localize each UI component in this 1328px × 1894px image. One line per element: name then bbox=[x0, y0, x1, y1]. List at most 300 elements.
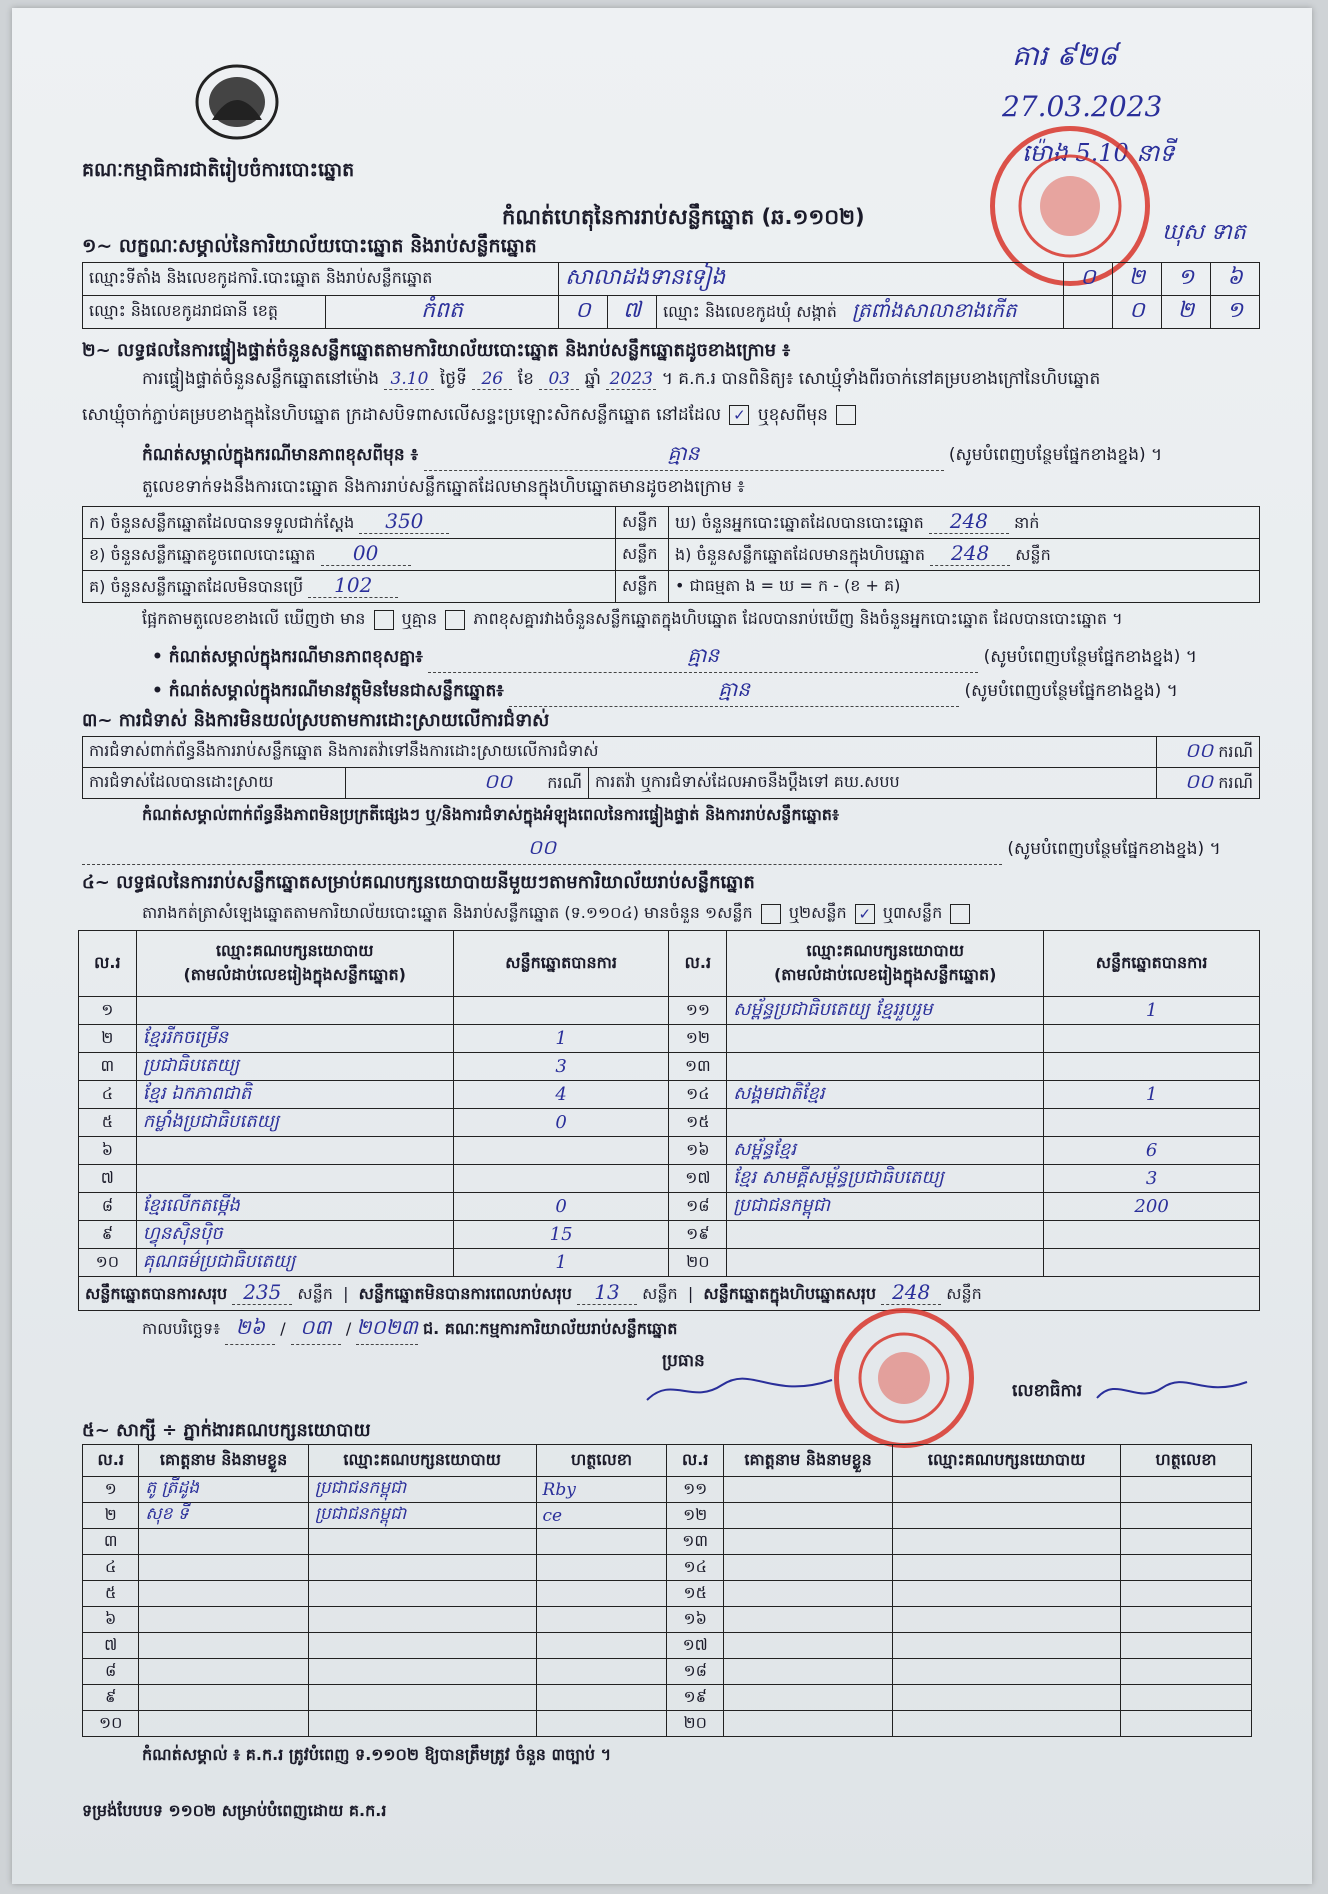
diff-note-line bbox=[142, 440, 1162, 471]
objection-row1-value: ០០ bbox=[1184, 738, 1214, 762]
witness-party-2 bbox=[893, 1581, 1121, 1607]
witness-no: ៩ bbox=[83, 1685, 139, 1711]
witness-sign bbox=[536, 1633, 667, 1659]
witness-col-sign-2: ហត្ថលេខា bbox=[1121, 1445, 1252, 1477]
verify-text-a: ការផ្ទៀងផ្ទាត់ចំនួនសន្លឹកឆ្នោតនៅម៉ោង bbox=[142, 369, 380, 389]
results-no-2: ១៣ bbox=[669, 1053, 727, 1081]
date-day: ២៦ bbox=[225, 1314, 275, 1345]
commune-label-cell bbox=[657, 296, 1064, 329]
witness-no: ១០ bbox=[83, 1711, 139, 1737]
verify-text-e: ។ គ.ក.រ បានពិនិត្យ៖ សោឃ្មុំទាំងពីរចាក់នៅគម្របខាងក្រៅនៃហិបឆ្នោត bbox=[661, 369, 1101, 389]
witness-name-2 bbox=[723, 1529, 892, 1555]
changed-checkbox[interactable] bbox=[836, 405, 856, 425]
row-c-unit: សន្លឹក bbox=[616, 571, 669, 603]
bullet1-value: គ្មាន bbox=[428, 642, 978, 673]
witness-name-2 bbox=[723, 1581, 892, 1607]
results-row bbox=[79, 1137, 1260, 1165]
three-sheet-checkbox[interactable] bbox=[950, 904, 970, 924]
results-no-2: ១៤ bbox=[669, 1081, 727, 1109]
results-no: ២ bbox=[79, 1025, 137, 1053]
results-row bbox=[79, 1081, 1260, 1109]
results-no-2: ១២ bbox=[669, 1025, 727, 1053]
total-valid-label: សន្លឹកឆ្នោតបានការសរុប bbox=[85, 1284, 228, 1303]
row-d bbox=[669, 507, 1260, 539]
witness-sign bbox=[536, 1685, 667, 1711]
results-no: ៦ bbox=[79, 1137, 137, 1165]
witness-name-2 bbox=[723, 1685, 892, 1711]
objection-row2-value-cell bbox=[346, 768, 589, 799]
row-a-unit: សន្លឹក bbox=[616, 507, 669, 539]
objection-row2b-unit: ករណី bbox=[1218, 773, 1253, 792]
diff-text-c: ភាពខុសគ្នារវាងចំនួនសន្លឹកឆ្នោតក្នុងហិបឆ្នោត ដែលបានរាប់ឃើញ និងចំនួនអ្នកបោះឆ្នោត ដែលបានបោះឆ្នោត ។ bbox=[473, 609, 1123, 628]
results-no: ១០ bbox=[79, 1249, 137, 1277]
bullet1-hint: (សូមបំពេញបន្ថែមផ្នែកខាងខ្នង) ។ bbox=[983, 647, 1197, 667]
results-no-2: ១១ bbox=[669, 997, 727, 1025]
verify-year: 2023 bbox=[606, 369, 656, 390]
results-col-party-2 bbox=[727, 931, 1044, 997]
witness-party bbox=[308, 1633, 536, 1659]
same-checkbox[interactable]: ✓ bbox=[729, 405, 749, 425]
bullet2-hint: (សូមបំពេញបន្ថែមផ្នែកខាងខ្នង) ។ bbox=[964, 681, 1178, 701]
results-col-no: ល.រ bbox=[79, 931, 137, 997]
form-page bbox=[12, 8, 1312, 1884]
witness-sign bbox=[536, 1581, 667, 1607]
results-no-2: ២០ bbox=[669, 1249, 727, 1277]
diff-line bbox=[142, 608, 1123, 632]
bullet1-line bbox=[152, 642, 1197, 673]
results-votes bbox=[453, 1137, 669, 1165]
station-value: សាលាដងទានទៀង bbox=[559, 263, 1064, 296]
one-sheet-checkbox[interactable] bbox=[761, 904, 781, 924]
witness-name: សុខ ទី bbox=[139, 1503, 308, 1529]
verify-day: 26 bbox=[472, 369, 512, 390]
objection-row1-value-cell bbox=[1157, 737, 1260, 768]
results-col-party-title: ឈ្មោះគណបក្សនយោបាយ bbox=[215, 940, 374, 960]
bullet2-value: គ្មាន bbox=[509, 676, 959, 707]
station-code-4: ៦ bbox=[1211, 263, 1260, 296]
date-month: ០៣ bbox=[291, 1314, 341, 1345]
results-no: ១ bbox=[79, 997, 137, 1025]
witness-party-2 bbox=[893, 1503, 1121, 1529]
objection-row1-label: ការជំទាស់ពាក់ព័ន្ធនឹងការរាប់សន្លឹកឆ្នោត និងការតវ៉ាទៅនឹងការដោះស្រាយលើការជំទាស់ bbox=[83, 737, 1157, 768]
witness-no-2: ១១ bbox=[667, 1477, 723, 1503]
results-col-votes-2: សន្លឹកឆ្នោតបានការ bbox=[1044, 931, 1260, 997]
witness-sign bbox=[536, 1607, 667, 1633]
witness-body bbox=[83, 1477, 1252, 1737]
results-party-2: ខ្មែរ សាមគ្គីសម្ព័ន្ធប្រជាធិបតេយ្យ bbox=[727, 1165, 1044, 1193]
results-no: ៧ bbox=[79, 1165, 137, 1193]
station-table bbox=[82, 262, 1260, 329]
section4-intro-c: ឬ៣សន្លឹក bbox=[882, 903, 943, 922]
station-code-2: ២ bbox=[1113, 263, 1162, 296]
province-label: ឈ្មោះ និងលេខកូដរាជធានី ខេត្ត bbox=[83, 296, 326, 329]
results-party-2 bbox=[727, 1249, 1044, 1277]
witness-name-2 bbox=[723, 1607, 892, 1633]
witness-sign-2 bbox=[1121, 1607, 1252, 1633]
section1-title: ១~ លក្ខណៈសម្គាល់នៃការិយាល័យបោះឆ្នោត និងរាប់សន្លឹកឆ្នោត bbox=[82, 235, 537, 257]
nec-emblem bbox=[192, 60, 282, 142]
witness-sign-2 bbox=[1121, 1503, 1252, 1529]
row-e-label: ង) ចំនួនសន្លឹកឆ្នោតដែលមានក្នុងហិបឆ្នោត bbox=[675, 545, 925, 564]
witness-no-2: ២០ bbox=[667, 1711, 723, 1737]
results-votes bbox=[453, 1165, 669, 1193]
objection-row2b-value: ០០ bbox=[1184, 769, 1214, 793]
witness-name bbox=[139, 1633, 308, 1659]
row-a-value: 350 bbox=[359, 509, 449, 534]
numbers-intro: តួលេខទាក់ទងនឹងការបោះឆ្នោត និងការរាប់សន្លឹកឆ្នោតដែលមានក្នុងហិបឆ្នោតមានដូចខាងក្រោម ៖ bbox=[142, 477, 745, 497]
witness-no: ៦ bbox=[83, 1607, 139, 1633]
witness-party bbox=[308, 1685, 536, 1711]
commune-value: ត្រពាំងសាលាខាងកើត bbox=[852, 298, 1017, 322]
total-invalid-value: 13 bbox=[577, 1280, 637, 1305]
witness-no-2: ១២ bbox=[667, 1503, 723, 1529]
witness-sign-2 bbox=[1121, 1711, 1252, 1737]
results-party-2: សម្ព័ន្ធខ្មែរ bbox=[727, 1137, 1044, 1165]
total-box-label: សន្លឹកឆ្នោតក្នុងហិបឆ្នោតសរុប bbox=[703, 1284, 877, 1303]
results-col-no-2: ល.រ bbox=[669, 931, 727, 997]
section5-title: ៥~ សាក្សី ÷ ភ្នាក់ងារគណបក្សនយោបាយ bbox=[82, 1420, 371, 1441]
section4-intro bbox=[142, 902, 973, 926]
verify-line-1 bbox=[142, 368, 1100, 393]
results-no-2: ១៨ bbox=[669, 1193, 727, 1221]
irregularity-line bbox=[82, 834, 1221, 865]
verify-time: 3.10 bbox=[384, 369, 434, 390]
total-invalid-unit: សន្លឹក bbox=[642, 1284, 678, 1303]
results-votes: 1 bbox=[453, 1025, 669, 1053]
total-valid-value: 235 bbox=[232, 1280, 292, 1305]
witness-sign bbox=[536, 1555, 667, 1581]
witness-name bbox=[139, 1685, 308, 1711]
commune-code-blank bbox=[1064, 296, 1113, 329]
total-valid-unit: សន្លឹក bbox=[297, 1284, 333, 1303]
has-diff-checkbox[interactable] bbox=[374, 610, 394, 630]
witness-party-2 bbox=[893, 1685, 1121, 1711]
results-col-party-title-2: ឈ្មោះគណបក្សនយោបាយ bbox=[806, 940, 964, 960]
results-no: ៨ bbox=[79, 1193, 137, 1221]
row-e-value: 248 bbox=[930, 541, 1010, 566]
witness-sign-2 bbox=[1121, 1555, 1252, 1581]
witness-col-no-2: ល.រ bbox=[667, 1445, 723, 1477]
results-no-2: ១៧ bbox=[669, 1165, 727, 1193]
witness-row bbox=[83, 1685, 1252, 1711]
results-party: ហ្វុនស៊ិនប៉ិច bbox=[136, 1221, 453, 1249]
witness-no-2: ១៨ bbox=[667, 1659, 723, 1685]
results-col-votes: សន្លឹកឆ្នោតបានការ bbox=[453, 931, 669, 997]
results-row bbox=[79, 1221, 1260, 1249]
province-code-1: ០ bbox=[559, 296, 608, 329]
objection-row2b-label: ការតវ៉ា ឬការជំទាស់ដែលអាចនឹងប្តឹងទៅ គឃ.សបប bbox=[589, 768, 1157, 799]
totals-row: សន្លឹកឆ្នោតបានការសរុប 235 សន្លឹក | សន្លឹកឆ្នោតមិនបានការពេលរាប់សរុប 13 សន្លឹក | សន្លឹកឆ្នោតក្នុងហិបឆ្នោតសរុប 248 សន្លឹក bbox=[79, 1277, 1260, 1311]
two-sheet-checkbox[interactable]: ✓ bbox=[855, 904, 875, 924]
results-no: ៣ bbox=[79, 1053, 137, 1081]
witness-name: តូ ត្រីដូង bbox=[139, 1477, 308, 1503]
results-votes-2: 1 bbox=[1044, 1081, 1260, 1109]
province-code-2: ៧ bbox=[608, 296, 657, 329]
witness-col-no: ល.រ bbox=[83, 1445, 139, 1477]
witness-party-2 bbox=[893, 1659, 1121, 1685]
witness-row bbox=[83, 1477, 1252, 1503]
results-party-2 bbox=[727, 1221, 1044, 1249]
results-votes: 3 bbox=[453, 1053, 669, 1081]
irregularity-value: ០០ bbox=[82, 834, 1002, 865]
witness-no-2: ១៧ bbox=[667, 1633, 723, 1659]
witness-no: ១ bbox=[83, 1477, 139, 1503]
witness-col-name-2: គោត្តនាម និងនាមខ្លួន bbox=[723, 1445, 892, 1477]
results-party: ខ្មែររីកចម្រើន bbox=[136, 1025, 453, 1053]
results-votes-2 bbox=[1044, 1053, 1260, 1081]
results-row bbox=[79, 1249, 1260, 1277]
witness-col-party-2: ឈ្មោះគណបក្សនយោបាយ bbox=[893, 1445, 1121, 1477]
section3-title: ៣~ ការជំទាស់ និងការមិនយល់ស្របតាមការដោះស្រាយលើការជំទាស់ bbox=[82, 710, 550, 731]
results-no: ៤ bbox=[79, 1081, 137, 1109]
witness-sign: ce bbox=[536, 1503, 667, 1529]
verify-month: 03 bbox=[539, 369, 579, 390]
witness-col-party: ឈ្មោះគណបក្សនយោបាយ bbox=[308, 1445, 536, 1477]
results-party-2 bbox=[727, 1053, 1044, 1081]
irregularity-note: កំណត់សម្គាល់ពាក់ព័ន្ធនឹងភាពមិនប្រក្រតីផ្សេងៗ ឬ/និងការជំទាស់ក្នុងអំឡុងពេលនៃការផ្ទៀងផ្ទាត់ និងការរាប់សន្លឹកឆ្នោត៖ bbox=[142, 805, 839, 824]
president-label: ប្រធាន bbox=[662, 1351, 705, 1371]
results-party: កម្លាំងប្រជាធិបតេយ្យ bbox=[136, 1109, 453, 1137]
results-col-party bbox=[136, 931, 453, 997]
commune-code-1: ០ bbox=[1113, 296, 1162, 329]
results-table bbox=[78, 930, 1260, 1311]
results-votes: 1 bbox=[453, 1249, 669, 1277]
results-party-2 bbox=[727, 1025, 1044, 1053]
witness-party bbox=[308, 1711, 536, 1737]
results-party-2 bbox=[727, 1109, 1044, 1137]
commune-code-2: ២ bbox=[1162, 296, 1211, 329]
witness-row bbox=[83, 1503, 1252, 1529]
witness-no: ៣ bbox=[83, 1529, 139, 1555]
witness-no: ៨ bbox=[83, 1659, 139, 1685]
witness-sign bbox=[536, 1711, 667, 1737]
witness-party-2 bbox=[893, 1633, 1121, 1659]
results-votes-2 bbox=[1044, 1109, 1260, 1137]
row-a-label: ក) ចំនួនសន្លឹកឆ្នោតដែលបានទទួលជាក់ស្តែង bbox=[89, 513, 355, 532]
results-no: ៥ bbox=[79, 1109, 137, 1137]
witness-row bbox=[83, 1633, 1252, 1659]
witness-party: ប្រជាជនកម្ពុជា bbox=[308, 1503, 536, 1529]
witness-row bbox=[83, 1711, 1252, 1737]
witness-name-2 bbox=[723, 1477, 892, 1503]
witness-name bbox=[139, 1581, 308, 1607]
results-row bbox=[79, 1193, 1260, 1221]
witness-name bbox=[139, 1555, 308, 1581]
witness-no: ៥ bbox=[83, 1581, 139, 1607]
row-d-label: ឃ) ចំនួនអ្នកបោះឆ្នោតដែលបានបោះឆ្នោត bbox=[675, 513, 924, 532]
form-footer: ទម្រង់បែបបទ ១១០២ សម្រាប់បំពេញដោយ គ.ក.រ bbox=[82, 1801, 387, 1820]
verify-text-2: សោឃ្មុំចាក់ភ្ជាប់គម្របខាងក្នុងនៃហិបឆ្នោត ក្រដាសបិទពាសលើសន្ទះប្រឡោះសិកសន្លឹកឆ្នោត នៅដដែល bbox=[82, 405, 722, 425]
witness-party-2 bbox=[893, 1529, 1121, 1555]
witness-party-2 bbox=[893, 1607, 1121, 1633]
province-value: កំពត bbox=[326, 296, 559, 329]
witness-no-2: ១៦ bbox=[667, 1607, 723, 1633]
bullet2-label: • កំណត់សម្គាល់ក្នុងករណីមានវត្ថុមិនមែនជាសន្លឹកឆ្នោត៖ bbox=[152, 681, 504, 701]
objection-row2-value: ០០ bbox=[483, 769, 513, 793]
results-party bbox=[136, 1137, 453, 1165]
irregularity-hint: (សូមបំពេញបន្ថែមផ្នែកខាងខ្នង) ។ bbox=[1007, 839, 1221, 859]
witness-row bbox=[83, 1607, 1252, 1633]
witness-name-2 bbox=[723, 1555, 892, 1581]
results-party-2: សម្ព័ន្ធប្រជាធិបតេយ្យ ខ្មែររួបរួម bbox=[727, 997, 1044, 1025]
row-d-value: 248 bbox=[929, 509, 1009, 534]
witness-party-2 bbox=[893, 1711, 1121, 1737]
witness-no-2: ១៥ bbox=[667, 1581, 723, 1607]
section4-intro-a: តារាងកត់ត្រាសំឡេងឆ្នោតតាមការិយាល័យបោះឆ្នោត និងរាប់សន្លឹកឆ្នោត (ទ.១១០៤) មានចំនួន ១សន្លឹក bbox=[142, 903, 753, 922]
diff-note-value: គ្មាន bbox=[424, 440, 944, 471]
verify-text-b: ថ្ងៃទី bbox=[439, 369, 467, 389]
hw-number: គារ ៩២៨ bbox=[1012, 39, 1118, 72]
commune-code-3: ១ bbox=[1211, 296, 1260, 329]
objection-table bbox=[82, 736, 1260, 799]
witness-no: ៧ bbox=[83, 1633, 139, 1659]
witness-no-2: ១៤ bbox=[667, 1555, 723, 1581]
results-party-2: ប្រជាជនកម្ពុជា bbox=[727, 1193, 1044, 1221]
total-box-unit: សន្លឹក bbox=[946, 1284, 982, 1303]
results-no-2: ១៩ bbox=[669, 1221, 727, 1249]
bullet1-label: • កំណត់សម្គាល់ក្នុងករណីមានភាពខុសគ្នា៖ bbox=[152, 647, 423, 667]
hw-time: ម៉ោង 5.10 នាទី bbox=[1022, 139, 1175, 167]
committee-name: គណៈកម្មាធិការជាតិរៀបចំការបោះឆ្នោត bbox=[82, 159, 355, 181]
results-party: គុណធម៌ប្រជាធិបតេយ្យ bbox=[136, 1249, 453, 1277]
results-row bbox=[79, 1025, 1260, 1053]
witness-row bbox=[83, 1555, 1252, 1581]
witness-name bbox=[139, 1659, 308, 1685]
diff-note-hint: (សូមបំពេញបន្ថែមផ្នែកខាងខ្នង) ។ bbox=[948, 445, 1163, 465]
date-year: ២០២៣ bbox=[356, 1314, 418, 1345]
results-votes-2: 3 bbox=[1044, 1165, 1260, 1193]
no-diff-checkbox[interactable] bbox=[445, 610, 465, 630]
objection-row2b-value-cell bbox=[1157, 768, 1260, 799]
section4-title: ៤~ លទ្ធផលនៃការរាប់សន្លឹកឆ្នោតសម្រាប់គណបក្សនយោបាយនីមួយៗតាមការិយាល័យរាប់សន្លឹកឆ្នោត bbox=[82, 872, 755, 893]
date-suffix: ជ. គណៈកម្មការការិយាល័យរាប់សន្លឹកឆ្នោត bbox=[422, 1319, 678, 1338]
results-votes: 15 bbox=[453, 1221, 669, 1249]
date-label: កាលបរិច្ឆេទ៖ bbox=[142, 1319, 221, 1338]
witness-no: ២ bbox=[83, 1503, 139, 1529]
diff-text-b: ឬគ្មាន bbox=[401, 609, 438, 628]
section2-title: ២~ លទ្ធផលនៃការផ្ទៀងផ្ទាត់ចំនួនសន្លឹកឆ្នោតតាមការិយាល័យបោះឆ្នោត និងរាប់សន្លឹកឆ្នោតដូចខាងក្រោម ៖ bbox=[82, 340, 791, 361]
witness-name-2 bbox=[723, 1659, 892, 1685]
hw-date: 27.03.2023 bbox=[1002, 90, 1163, 123]
witness-name-2 bbox=[723, 1503, 892, 1529]
witness-col-sign: ហត្ថលេខា bbox=[536, 1445, 667, 1477]
row-a bbox=[83, 507, 616, 539]
diff-text-a: ផ្អែកតាមតួលេខខាងលើ ឃើញថា មាន bbox=[142, 609, 366, 628]
row-c bbox=[83, 571, 616, 603]
witness-sign-2 bbox=[1121, 1685, 1252, 1711]
results-votes-2: 6 bbox=[1044, 1137, 1260, 1165]
formula-note: • ជាធម្មតា ង = ឃ = ក - (ខ + គ) bbox=[669, 571, 1260, 603]
objection-row2-unit: ករណី bbox=[547, 773, 582, 792]
witness-party-2 bbox=[893, 1477, 1121, 1503]
total-box-value: 248 bbox=[881, 1280, 941, 1305]
results-votes: 0 bbox=[453, 1109, 669, 1137]
commune-label: ឈ្មោះ និងលេខកូដឃុំ សង្កាត់ bbox=[663, 302, 837, 321]
witness-name-2 bbox=[723, 1711, 892, 1737]
results-votes: 4 bbox=[453, 1081, 669, 1109]
witness-party bbox=[308, 1659, 536, 1685]
witness-table bbox=[82, 1444, 1252, 1737]
row-d-unit: នាក់ bbox=[1014, 513, 1040, 532]
results-party: ខ្មែរ ឯកភាពជាតិ bbox=[136, 1081, 453, 1109]
results-body bbox=[79, 997, 1260, 1277]
bullet2-line bbox=[152, 676, 1178, 707]
results-row bbox=[79, 1109, 1260, 1137]
witness-no-2: ១៣ bbox=[667, 1529, 723, 1555]
row-e bbox=[669, 539, 1260, 571]
president-signature bbox=[642, 1370, 842, 1410]
results-votes-2: 1 bbox=[1044, 997, 1260, 1025]
results-col-party-sub-2: (តាមលំដាប់លេខរៀងក្នុងសន្លឹកឆ្នោត) bbox=[773, 964, 997, 984]
row-b-unit: សន្លឹក bbox=[616, 539, 669, 571]
results-votes-2: 200 bbox=[1044, 1193, 1260, 1221]
witness-party bbox=[308, 1555, 536, 1581]
results-votes-2 bbox=[1044, 1249, 1260, 1277]
witness-sign-2 bbox=[1121, 1477, 1252, 1503]
verify-text-2b: ឬខុសពីមុន bbox=[757, 405, 828, 425]
results-party-2: សង្គមជាតិខ្មែរ bbox=[727, 1081, 1044, 1109]
results-votes-2 bbox=[1044, 1025, 1260, 1053]
witness-sign: Rby bbox=[536, 1477, 667, 1503]
witness-row bbox=[83, 1581, 1252, 1607]
results-no: ៩ bbox=[79, 1221, 137, 1249]
footnote: កំណត់សម្គាល់ ៖ គ.ក.រ ត្រូវបំពេញ ទ.១១០២ ឱ្យបានត្រឹមត្រូវ ចំនួន ៣ច្បាប់ ។ bbox=[142, 1745, 612, 1764]
form-title: កំណត់ហេតុនៃការរាប់សន្លឹកឆ្នោត (ឆ.១១០២) bbox=[502, 205, 865, 229]
results-row bbox=[79, 997, 1260, 1025]
results-votes-2 bbox=[1044, 1221, 1260, 1249]
witness-name bbox=[139, 1529, 308, 1555]
objection-row1-unit: ករណី bbox=[1218, 742, 1253, 761]
secretary-label: លេខាធិការ bbox=[1012, 1381, 1083, 1401]
results-party bbox=[136, 1165, 453, 1193]
verify-line-2 bbox=[82, 404, 859, 429]
results-row bbox=[79, 1053, 1260, 1081]
section4-intro-b: ឬ២សន្លឹក bbox=[788, 903, 847, 922]
verify-text-c: ខែ bbox=[517, 369, 534, 389]
results-votes: 0 bbox=[453, 1193, 669, 1221]
witness-party-2 bbox=[893, 1555, 1121, 1581]
witness-party: ប្រជាជនកម្ពុជា bbox=[308, 1477, 536, 1503]
witness-name bbox=[139, 1607, 308, 1633]
date-line: កាលបរិច្ឆេទ៖ ២៦ / ០៣ / ២០២៣ ជ. គណៈកម្មការការិយាល័យរាប់សន្លឹកឆ្នោត bbox=[142, 1314, 677, 1345]
witness-name bbox=[139, 1711, 308, 1737]
objection-row2-label: ការជំទាស់ដែលបានដោះស្រាយ bbox=[83, 768, 346, 799]
row-c-value: 102 bbox=[308, 573, 398, 598]
results-party bbox=[136, 997, 453, 1025]
results-votes bbox=[453, 997, 669, 1025]
witness-sign bbox=[536, 1659, 667, 1685]
results-no-2: ១៦ bbox=[669, 1137, 727, 1165]
red-seal-bottom bbox=[834, 1308, 974, 1448]
numbers-table bbox=[82, 506, 1260, 603]
witness-party bbox=[308, 1529, 536, 1555]
diff-note-label: កំណត់សម្គាល់ក្នុងករណីមានភាពខុសពីមុន ៖ bbox=[142, 445, 419, 465]
witness-sign bbox=[536, 1529, 667, 1555]
witness-sign-2 bbox=[1121, 1529, 1252, 1555]
witness-sign-2 bbox=[1121, 1659, 1252, 1685]
secretary-signature bbox=[1092, 1370, 1252, 1410]
witness-no-2: ១៩ bbox=[667, 1685, 723, 1711]
witness-sign-2 bbox=[1121, 1581, 1252, 1607]
verify-text-d: ឆ្នាំ bbox=[584, 369, 601, 389]
results-col-party-sub: (តាមលំដាប់លេខរៀងក្នុងសន្លឹកឆ្នោត) bbox=[183, 964, 406, 984]
row-e-unit: សន្លឹក bbox=[1015, 545, 1051, 564]
row-b-label: ខ) ចំនួនសន្លឹកឆ្នោតខូចពេលបោះឆ្នោត bbox=[89, 545, 316, 564]
results-row bbox=[79, 1165, 1260, 1193]
witness-name-2 bbox=[723, 1633, 892, 1659]
station-code-3: ១ bbox=[1162, 263, 1211, 296]
results-party: ប្រជាធិបតេយ្យ bbox=[136, 1053, 453, 1081]
